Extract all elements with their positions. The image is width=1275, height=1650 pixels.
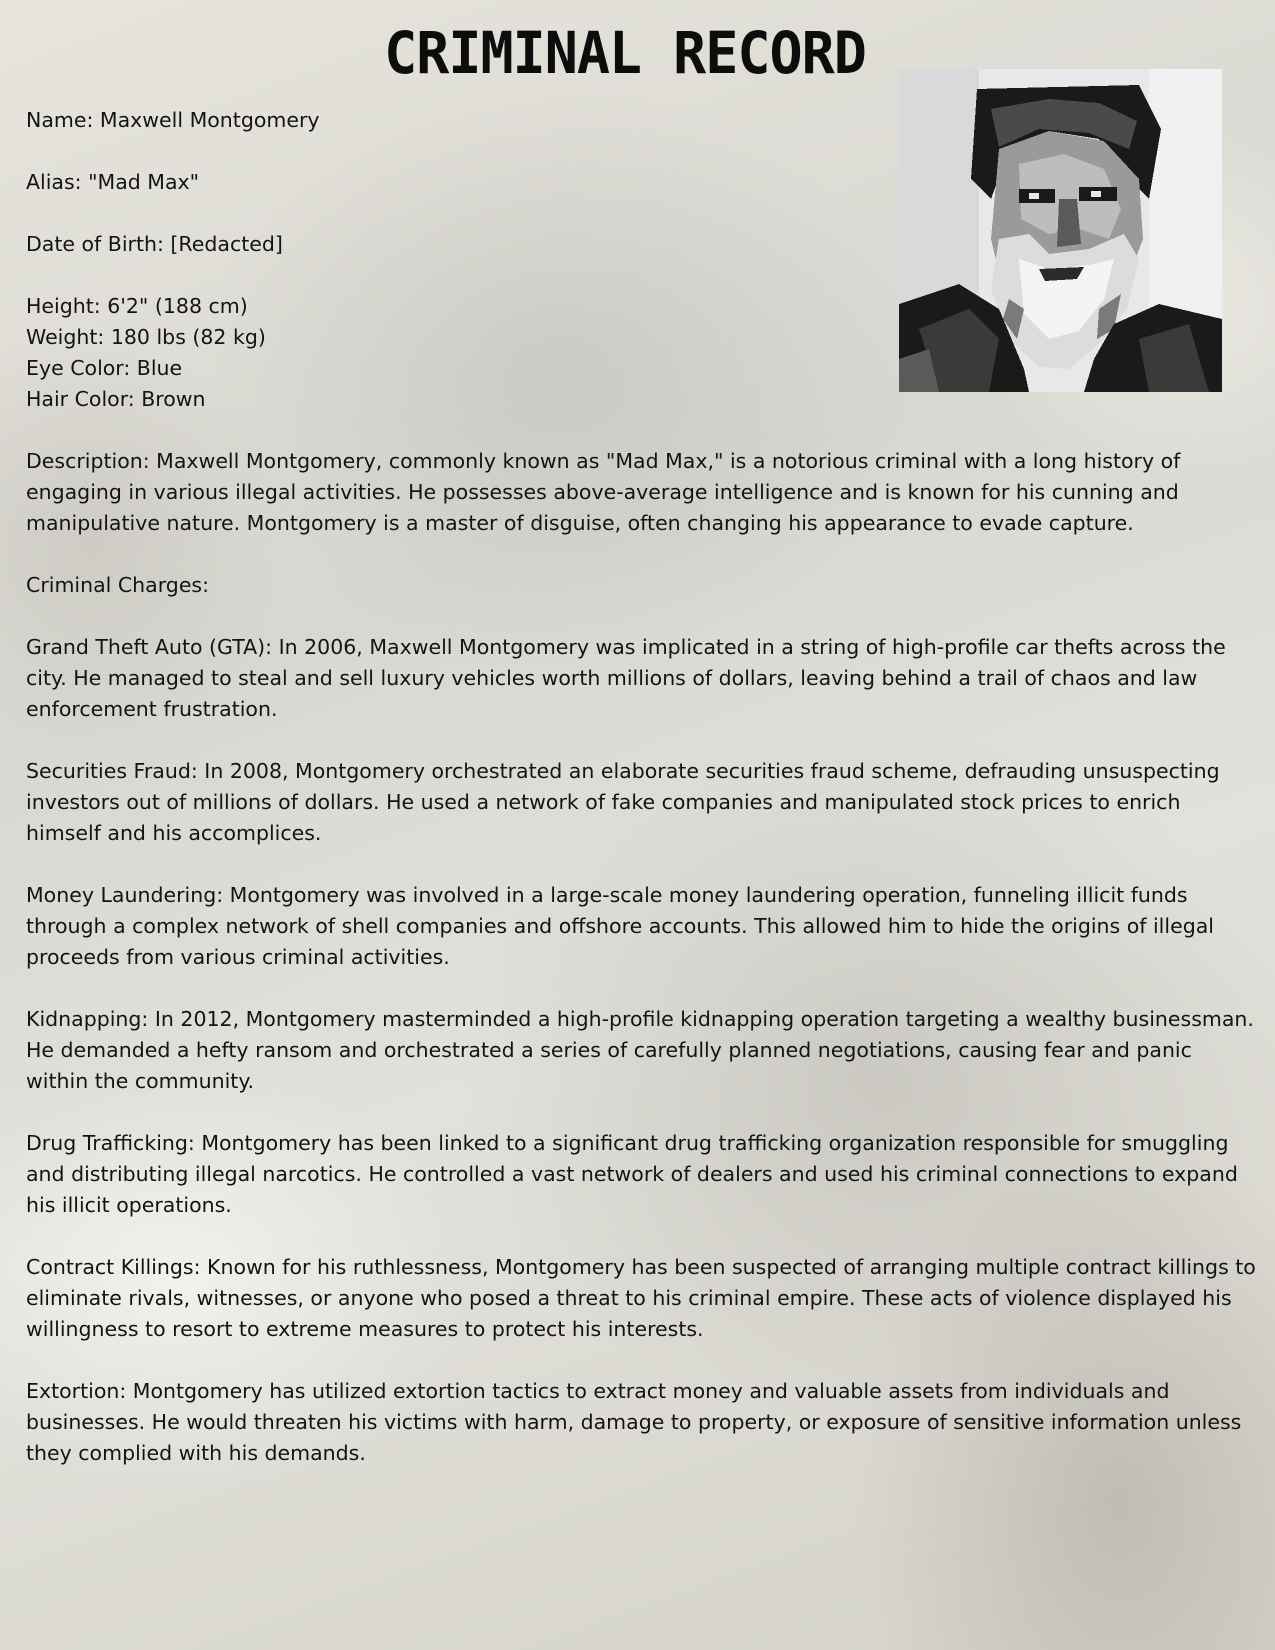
charge-money-laundering: Money Laundering: Montgomery was involved in a large-scale money laundering operation, funneling illicit funds through a complex network of shell companies and offshore accounts. This allowed him to hide the origins of illegal proceeds from various criminal activities.: [26, 883, 1214, 969]
name-field: Name: Maxwell Montgomery: [26, 108, 320, 132]
charge-securities-fraud: Securities Fraud: In 2008, Montgomery orchestrated an elaborate securities fraud scheme, defrauding unsuspecting investors out of millions of dollars. He used a network of fake companies and manipulated stock prices to enrich himself and his accomplices.: [26, 759, 1220, 845]
eye-color-field: Eye Color: Blue: [26, 356, 183, 380]
weight-field: Weight: 180 lbs (82 kg): [26, 325, 266, 349]
record-body: [26, 105, 1256, 1469]
charge-grand-theft-auto: Grand Theft Auto (GTA): In 2006, Maxwell Montgomery was implicated in a string of high-profile car thefts across the city. He managed to steal and sell luxury vehicles worth millions of dollars, leaving behind a trail of chaos and law enforcement frustration.: [26, 635, 1226, 721]
description-paragraph: Description: Maxwell Montgomery, commonly known as "Mad Max," is a notorious criminal with a long history of engaging in various illegal activities. He possesses above-average intelligence and is known for his cunning and manipulative nature. Montgomery is a master of disguise, often changing his appearance to evade capture.: [26, 449, 1181, 535]
charge-kidnapping: Kidnapping: In 2012, Montgomery masterminded a high-profile kidnapping operation targeting a wealthy businessman. He demanded a hefty ransom and orchestrated a series of carefully planned negotiations, causing fear and panic within the community.: [26, 1007, 1254, 1093]
charge-drug-trafficking: Drug Trafficking: Montgomery has been linked to a significant drug trafficking organization responsible for smuggling and distributing illegal narcotics. He controlled a vast network of dealers and used his criminal connections to expand his illicit operations.: [26, 1131, 1238, 1217]
charge-contract-killings: Contract Killings: Known for his ruthlessness, Montgomery has been suspected of arranging multiple contract killings to eliminate rivals, witnesses, or anyone who posed a threat to his criminal empire. These acts of violence displayed his willingness to resort to extreme measures to protect his interests.: [26, 1255, 1256, 1341]
page-title: CRIMINAL RECORD: [384, 19, 866, 87]
alias-field: Alias: "Mad Max": [26, 170, 200, 194]
dob-field: Date of Birth: [Redacted]: [26, 232, 283, 256]
charge-extortion: Extortion: Montgomery has utilized extortion tactics to extract money and valuable assets from individuals and businesses. He would threaten his victims with harm, damage to property, or exposure of sensitive information unless they complied with his demands.: [26, 1379, 1242, 1465]
height-field: Height: 6'2" (188 cm): [26, 294, 248, 318]
hair-color-field: Hair Color: Brown: [26, 387, 206, 411]
charges-heading: Criminal Charges:: [26, 573, 210, 597]
